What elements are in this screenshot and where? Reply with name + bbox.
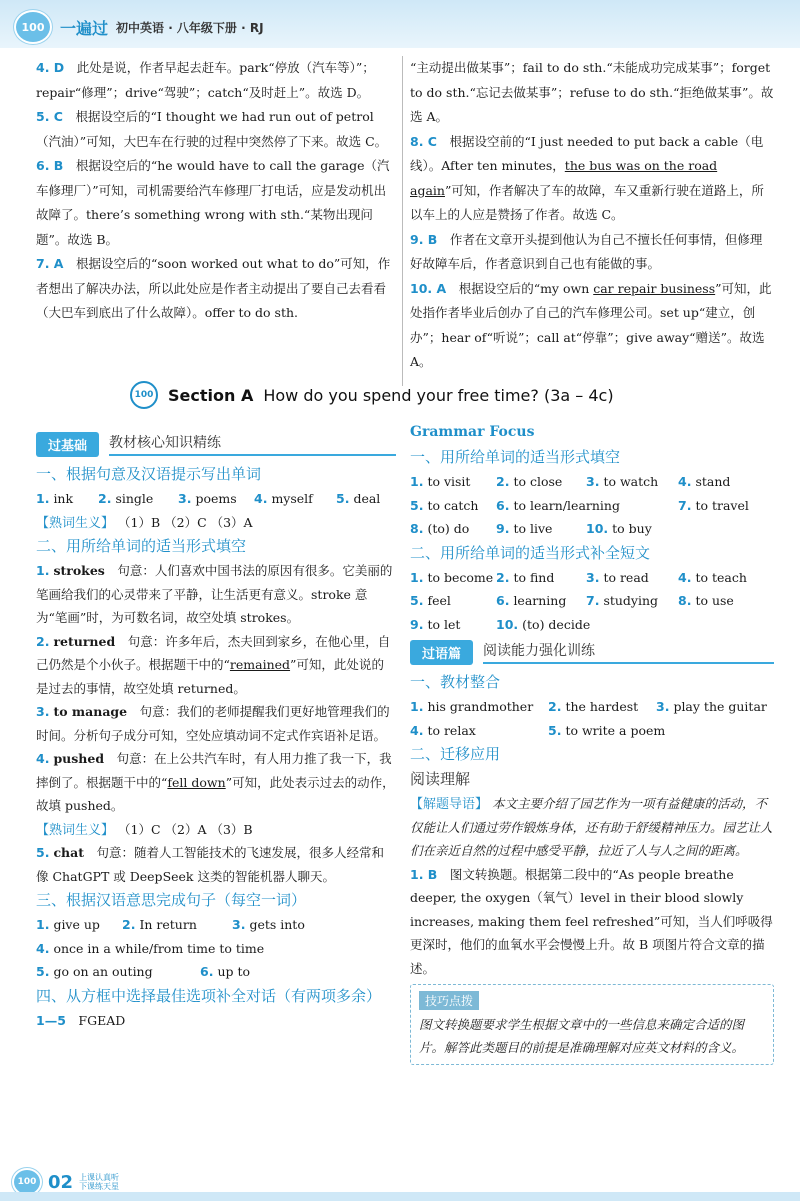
answer-item: 8. C 根据设空前的“I just needed to put back a cable（电线）。After ten minutes，the bus was on the road again”可知，作者解决了车的故障，车又重新行驶在道路上，所以车上的人应是赞扬了作者。故选 C。	[410, 133, 764, 222]
answer-row: 5. to catch 6. to learn/learning 7. to travel	[410, 497, 749, 513]
book-title: 初中英语 · 八年级下册 · RJ	[116, 20, 264, 35]
answer-row: 5. go on an outing 6. up to	[36, 964, 251, 979]
answer-item: 4. pushed 句意：在上公共汽车时，有人用力推了我一下，我摔倒了。根据题干中的“fell down”可知，此处表示过去的动作，故填 pushed。	[36, 751, 395, 813]
reading-banner	[410, 638, 774, 666]
answers-top-right	[410, 56, 774, 375]
section-title: How do you spend your free time? (3a – 4c)	[263, 385, 614, 405]
exercise-subheading: 阅读理解	[410, 770, 471, 788]
answer-item: 4. D 此处是说，作者早起去赶车。park“停放（汽车等）”；repair“修理”；drive“驾驶”；catch“及时赶上”。故选 D。	[36, 60, 375, 100]
exercise-heading: 一、教材整合	[410, 673, 501, 691]
answer-continuation: “主动提出做某事”；fail to do sth.“未能成功完成某事”；forget to do sth.“忘记去做某事”；refuse to do sth.“拒绝做某事”。故选 A。	[410, 60, 774, 124]
banner-tag: 过语篇	[410, 640, 473, 665]
answer-row: 5. feel 6. learning 7. studying 8. to use	[410, 593, 734, 608]
answer-item: 2. returned 句意：许多年后，杰夫回到家乡，在他心里，自己仍然是个小伙子。根据题干中的“remained”可知，此处说的是过去的事情，故空处填 returned。	[36, 633, 391, 696]
tip-text: 图文转换题要求学生根据文章中的一些信息来确定合适的图片。解答此类题目的前提是准确理解对应英文材料的含义。	[419, 1016, 745, 1055]
banner-text: 阅读能力强化训练	[483, 640, 774, 664]
basics-banner	[36, 430, 396, 458]
brand-logo: 100	[14, 10, 52, 44]
section-label: Section A	[168, 385, 254, 405]
footer-slogan-line: 上课认真听	[79, 1173, 120, 1182]
brand-name: 一遍过	[60, 18, 109, 38]
section-heading	[130, 381, 690, 409]
exercise-heading: 一、根据句意及汉语提示写出单词	[36, 465, 262, 483]
answer-item: 5. chat 句意：随着人工智能技术的飞速发展，很多人经常和像 ChatGPT 或 DeepSeek 这类的智能机器人聊天。	[36, 845, 385, 884]
exercise-heading: 四、从方框中选择最佳选项补全对话（有两项多余）	[36, 986, 382, 1005]
answer-row: 9. to let 10. (to) decide	[410, 616, 591, 632]
exercise-heading: 二、迁移应用	[410, 745, 501, 763]
guide-paragraph: 【解题导语】 本文主要介绍了园艺作为一项有益健康的活动，不仅能让人们通过劳作锻炼身体，还有助于舒缓精神压力。园艺让人们在亲近自然的过程中感受平静，拉近了人与人之间的距离。	[410, 796, 773, 858]
grammar-focus-heading: Grammar Focus	[410, 424, 535, 440]
exercise-heading: 一、用所给单词的适当形式填空	[410, 448, 621, 466]
shuci-row: 【熟词生义】 （1）C （2）A （3）B	[36, 821, 253, 838]
banner-tag: 过基础	[36, 432, 99, 457]
answer-item: 6. B 根据设空后的“he would have to call the garage（汽车修理厂）”可知，司机需要给汽车修理厂打电话，应是发动机出故障了。there’s something wrong with sth.“某物出现问题”。故选 B。	[36, 158, 390, 247]
answer-item: 10. A 根据设空后的“my own car repair business”可知，此处指作者毕业后创办了自己的汽车修理公司。set up“建立，创办”；hear of“听说”；call at“停靠”；give away“赠送”。故选 A。	[410, 280, 772, 369]
exercise-heading: 三、根据汉语意思完成句子（每空一词）	[36, 891, 307, 909]
answer-row: 1. ink 2. single 3. poems 4. myself 5. deal	[36, 491, 381, 506]
answer-row: 4. to relax 5. to write a poem	[410, 722, 666, 738]
answers-top-left	[36, 56, 396, 326]
answer-row: 8. (to) do 9. to live 10. to buy	[410, 521, 652, 536]
exercise-heading: 二、用所给单词的适当形式补全短文	[410, 543, 651, 562]
footer-slogan-line: 下课练天星	[79, 1182, 120, 1191]
answer-row: 1. to visit 2. to close 3. to watch 4. stand	[410, 474, 731, 489]
page-number: 02	[48, 1171, 74, 1193]
basics-column	[36, 428, 396, 1032]
answer-item: 7. A 根据设空后的“soon worked out what to do”可知，作者想出了解决办法，所以此处应是作者主动提出了要自己去看看（大巴车到底出了什么故障）。offer to do sth.	[36, 256, 391, 320]
answer-row: 1. give up 2. In return 3. gets into	[36, 917, 305, 932]
answer-row: 1. to become 2. to find 3. to read 4. to teach	[410, 569, 747, 585]
answer-item: 1. strokes 句意：人们喜欢中国书法的原因有很多。它美丽的笔画给我们的心灵带来了平静，让生活更有意义。stroke 意为“笔画”时，为可数名词，故空处填 strokes。	[36, 563, 393, 625]
answer-item: 3. to manage 句意：我们的老师提醒我们更好地管理我们的时间。分析句子成分可知，空处应填动词不定式作宾语补足语。	[36, 704, 390, 743]
answer-row: 1. his grandmother 2. the hardest 3. play the guitar	[410, 699, 767, 714]
column-divider	[402, 56, 403, 386]
answer-item: 1. B 图文转换题。根据第二段中的“As people breathe deeper, the oxygen（氧气）level in their blood slowly increases, making them feel refreshed”可知，当人们呼吸得更深时，他们的血氧水平会慢慢上升。故 B 项图片符合文章的描述。	[410, 866, 773, 976]
exercise-heading: 二、用所给单词的适当形式填空	[36, 537, 247, 555]
answer-row: 4. once in a while/from time to time	[36, 940, 265, 956]
tip-box	[410, 984, 774, 1065]
banner-text: 教材核心知识精练	[109, 432, 396, 456]
footer-band	[0, 1192, 800, 1201]
shuci-row: 【熟词生义】 （1）B （2）C （3）A	[36, 514, 253, 531]
tip-tag: 技巧点拨	[419, 991, 479, 1010]
grammar-reading-column	[410, 420, 774, 1065]
section-badge-icon: 100	[130, 381, 158, 409]
footer-logo-icon: 100	[12, 1168, 42, 1196]
answer-item: 5. C 根据设空后的“I thought we had run out of petrol（汽油）”可知，大巴车在行驶的过程中突然停了下来。故选 C。	[36, 109, 388, 149]
footer-slogan	[79, 1173, 149, 1191]
answer-item: 9. B 作者在文章开头提到他认为自己不擅长任何事情，但修理好故障车后，作者意识到自己也有能做的事。	[410, 231, 763, 271]
header	[14, 10, 264, 44]
answer-row: 1—5 FGEAD	[36, 1012, 126, 1028]
